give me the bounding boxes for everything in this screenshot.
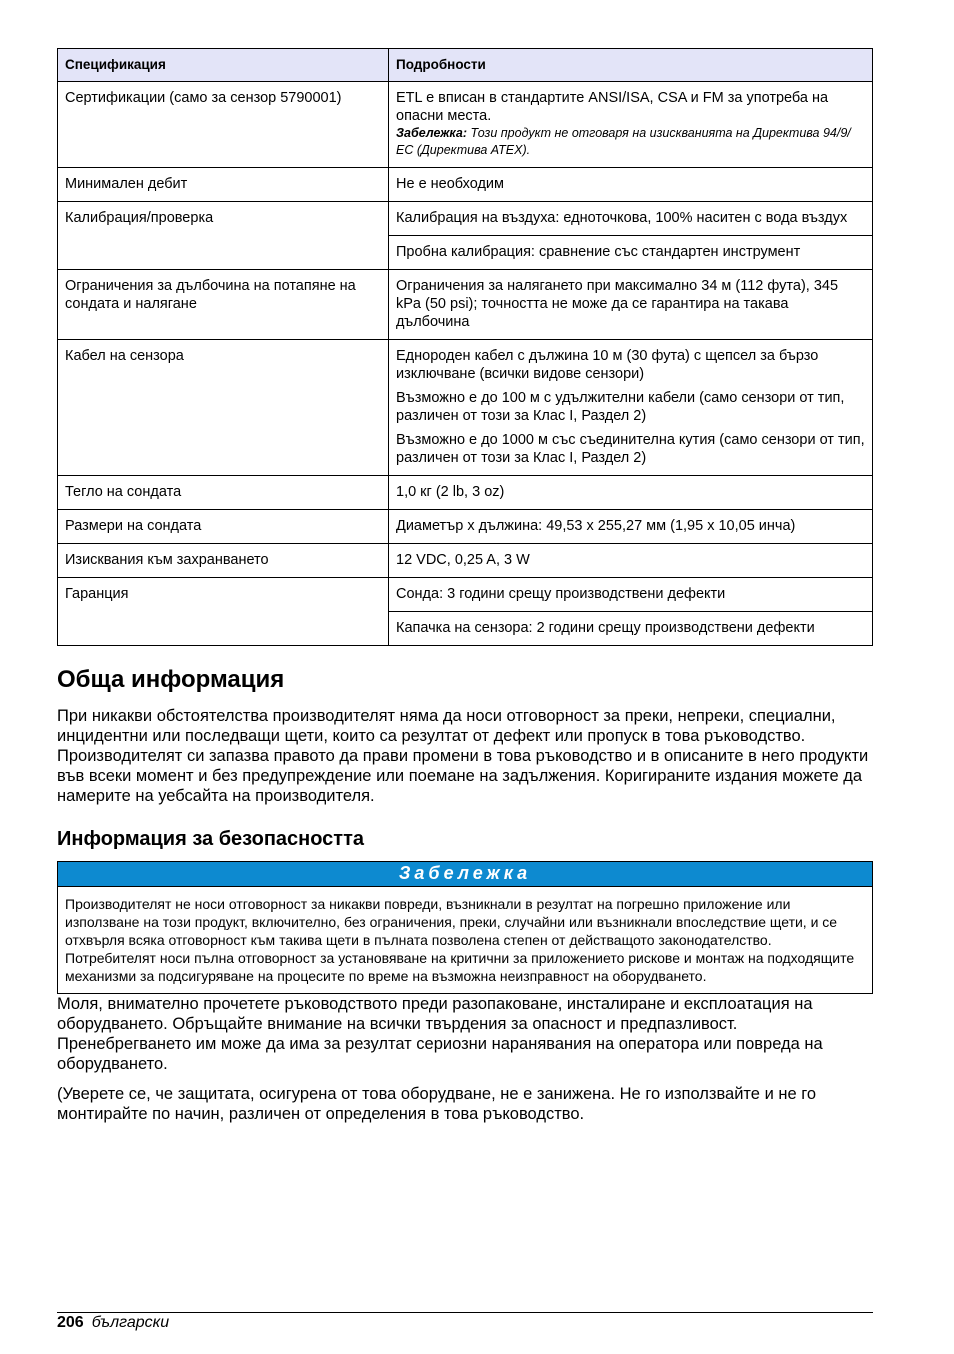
details-calibration-air: Калибрация на въздуха: едноточкова, 100% наситен с вода въздух <box>389 202 873 236</box>
header-details: Подробности <box>389 49 873 82</box>
spec-calibration: Калибрация/проверка <box>58 202 389 270</box>
table-row <box>58 578 873 612</box>
details-weight: 1,0 кг (2 lb, 3 oz) <box>389 476 873 510</box>
details-cable <box>389 340 873 476</box>
safety-paragraph-2: (Уверете се, че защитата, осигурена от това оборудване, не е занижена. Не го използвайте и не го монтирайте по начин, различен от определения в това ръководство. <box>57 1085 817 1123</box>
certifications-note <box>396 125 865 159</box>
note-box-title: Забележка <box>58 862 872 887</box>
spec-certifications: Сертификации (само за сензор 5790001) <box>58 82 389 168</box>
table-row <box>58 168 873 202</box>
details-power: 12 VDC, 0,25 A, 3 W <box>389 544 873 578</box>
table-row <box>58 82 873 168</box>
table-row <box>58 270 873 340</box>
spec-warranty: Гаранция <box>58 578 389 646</box>
note-box-text: Производителят не носи отговорност за никакви повреди, възникнали в резултат на погрешно приложение или използване на този продукт, включително, без ограничения, преки, случайни или възникнали впоследствие щети, и се отхвърля всяка отговорност към такива щети в пълната позволена степен от действащото законодателство. Потребителят носи пълна отговорност за установяване на критични за приложението рискове и монтаж на подходящите механизми за подсигуряване на процесите по време на възможна неизправност на оборудването. <box>65 896 855 984</box>
cable-detail-1: Еднороден кабел с дължина 10 м (30 фута) с щепсел за бързо изключване (всички видове сензори) <box>396 348 819 382</box>
safety-paragraph-1: Моля, внимателно прочетете ръководството преди разопаковане, инсталиране и експлоатация на оборудването. Обръщайте внимание на всички твърдения за опасност и предпазливост. Пренебрегването им може да има за резултат сериозни наранявания на оператора или повреда на оборудването. <box>57 995 823 1073</box>
table-row <box>58 544 873 578</box>
table-header-row <box>58 49 873 82</box>
table-row <box>58 476 873 510</box>
details-dimensions: Диаметър x дължина: 49,53 x 255,27 мм (1,95 x 10,05 инча) <box>389 510 873 544</box>
note-box <box>57 861 873 994</box>
details-depth: Ограничения за налягането при максимално 34 м (112 фута), 345 kPa (50 psi); точността не може да се гарантира на такава дълбочина <box>389 270 873 340</box>
details-warranty-probe: Сонда: 3 години срещу производствени дефекти <box>389 578 873 612</box>
page-footer <box>57 1312 873 1331</box>
cable-detail-3: Възможно е до 1000 м със съединителна кутия (само сензори от тип, различен от този за Клас I, Раздел 2) <box>396 432 865 466</box>
note-text: Този продукт не отговаря на изискванията на Директива 94/9/ЕС (Директива ATEX). <box>396 126 851 157</box>
header-spec: Спецификация <box>58 49 389 82</box>
general-info-heading: Обща информация <box>57 666 285 693</box>
spec-cable: Кабел на сензора <box>58 340 389 476</box>
details-min-flow: Не е необходим <box>389 168 873 202</box>
note-label: Забележка: <box>396 126 468 140</box>
table-row <box>58 510 873 544</box>
cable-detail-2: Възможно е до 100 м с удължителни кабели (само сензори от тип, различен от този за Клас I, Раздел 2) <box>396 390 845 424</box>
spec-dimensions: Размери на сондата <box>58 510 389 544</box>
footer-text <box>57 1314 169 1332</box>
spec-power: Изисквания към захранването <box>58 544 389 578</box>
safety-info-heading: Информация за безопасността <box>57 828 365 850</box>
spec-min-flow: Минимален дебит <box>58 168 389 202</box>
details-calibration-sample: Пробна калибрация: сравнение със стандартен инструмент <box>389 236 873 270</box>
details-warranty-cap: Капачка на сензора: 2 години срещу производствени дефекти <box>389 612 873 646</box>
table-row <box>58 202 873 236</box>
certifications-text: ETL е вписан в стандартите ANSI/ISA, CSA и FM за употреба на опасни места. <box>396 90 829 124</box>
spec-weight: Тегло на сондата <box>58 476 389 510</box>
general-info-paragraph: При никакви обстоятелства производителят няма да носи отговорност за преки, непреки, специални, инцидентни или последващи щети, които са резултат от дефект или пропуск в това ръководство. Производителят си запазва правото да прави промени в това ръководство и в описаните в него продукти във всеки момент и без предупреждение или поемане на задължения. Коригираните издания можете да намерите на уебсайта на производителя. <box>57 707 869 805</box>
footer-language: български <box>91 1314 170 1331</box>
details-certifications <box>389 82 873 168</box>
spec-depth: Ограничения за дълбочина на потапяне на сондата и налягане <box>58 270 389 340</box>
table-row <box>58 340 873 476</box>
page-content <box>57 48 873 1134</box>
specifications-table <box>57 48 873 646</box>
page-number: 206 <box>57 1314 84 1331</box>
